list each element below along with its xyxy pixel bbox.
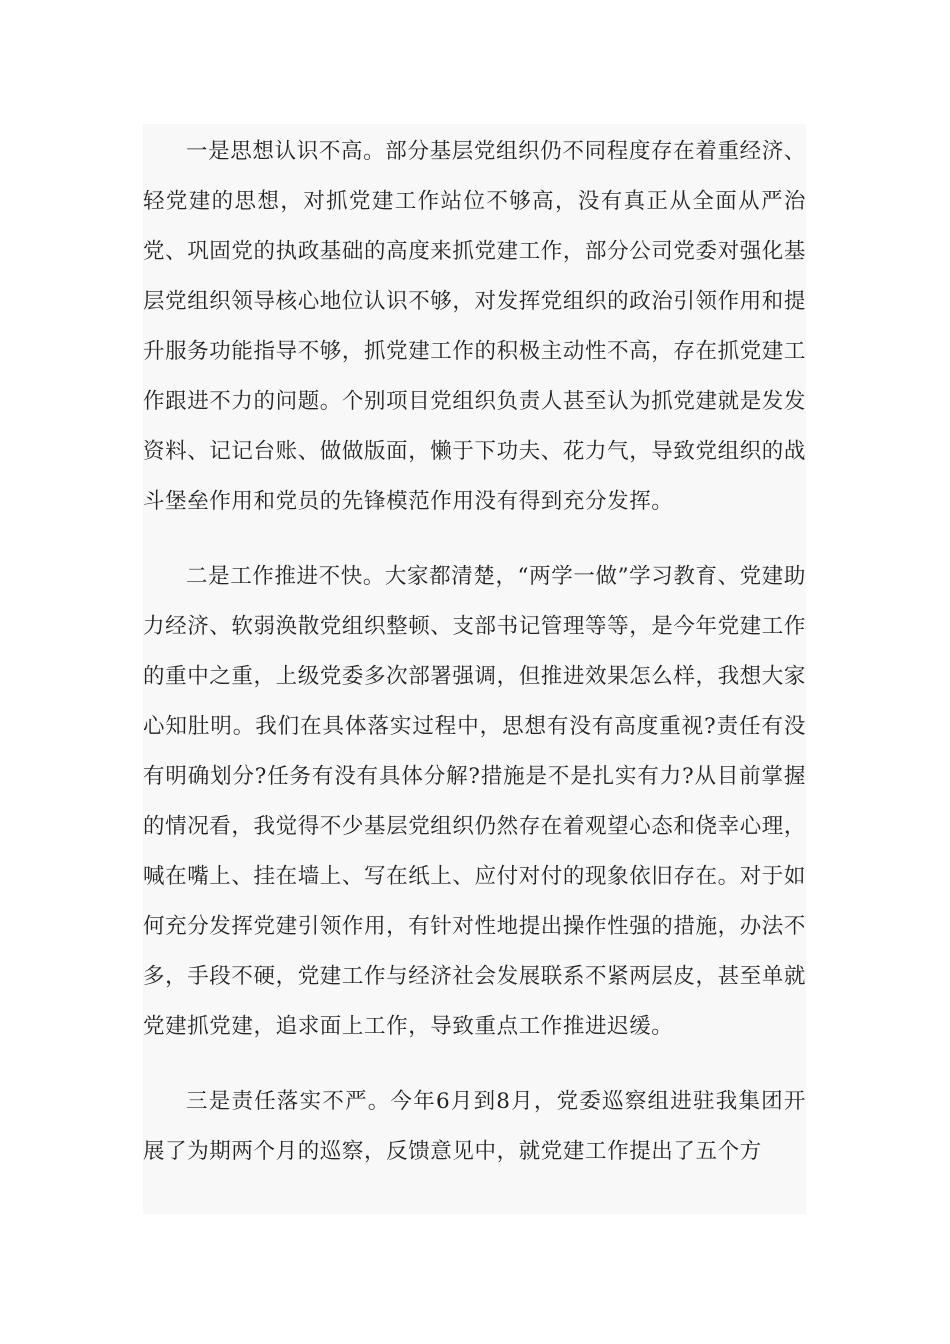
paragraph-work-progress: 二是工作推进不快。大家都清楚，“两学一做”学习教育、党建助力经济、软弱涣散党组织整顿、支部书记管理等等，是今年党建工作的重中之重，上级党委多次部署强调，但推进效果怎么样，我想大家心知肚明。我们在具体落实过程中，思想有没有高度重视?责任有没有明确划分?任务有没有具体分解?措施是不是扎实有力?从目前掌握的情况看，我觉得不少基层党组织仍然存在着观望心态和侥幸心理，喊在嘴上、挂在墙上、写在纸上、应付对付的现象依旧存在。对于如何充分发挥党建引领作用，有针对性地提出操作性强的措施，办法不多，手段不硬，党建工作与经济社会发展联系不紧两层皮，甚至单就党建抓党建，追求面上工作，导致重点工作推进迟缓。: [143, 564, 807, 1039]
paragraph-thinking-awareness: 一是思想认识不高。部分基层党组织仍不同程度存在着重经济、轻党建的思想，对抓党建工作站位不够高，没有真正从全面从严治党、巩固党的执政基础的高度来抓党建工作，部分公司党委对强化基层党组织领导核心地位认识不够，对发挥党组织的政治引领作用和提升服务功能指导不够，抓党建工作的积极主动性不高，存在抓党建工作跟进不力的问题。个别项目党组织负责人甚至认为抓党建就是发发资料、记记台账、做做版面，懒于下功夫、花力气，导致党组织的战斗堡垒作用和党员的先锋模范作用没有得到充分发挥。: [143, 139, 807, 514]
document-body: [143, 124, 806, 1214]
paragraph-responsibility: 三是责任落实不严。今年6月到8月，党委巡察组进驻我集团开展了为期两个月的巡察，反馈意见中，就党建工作提出了五个方: [143, 1089, 806, 1164]
